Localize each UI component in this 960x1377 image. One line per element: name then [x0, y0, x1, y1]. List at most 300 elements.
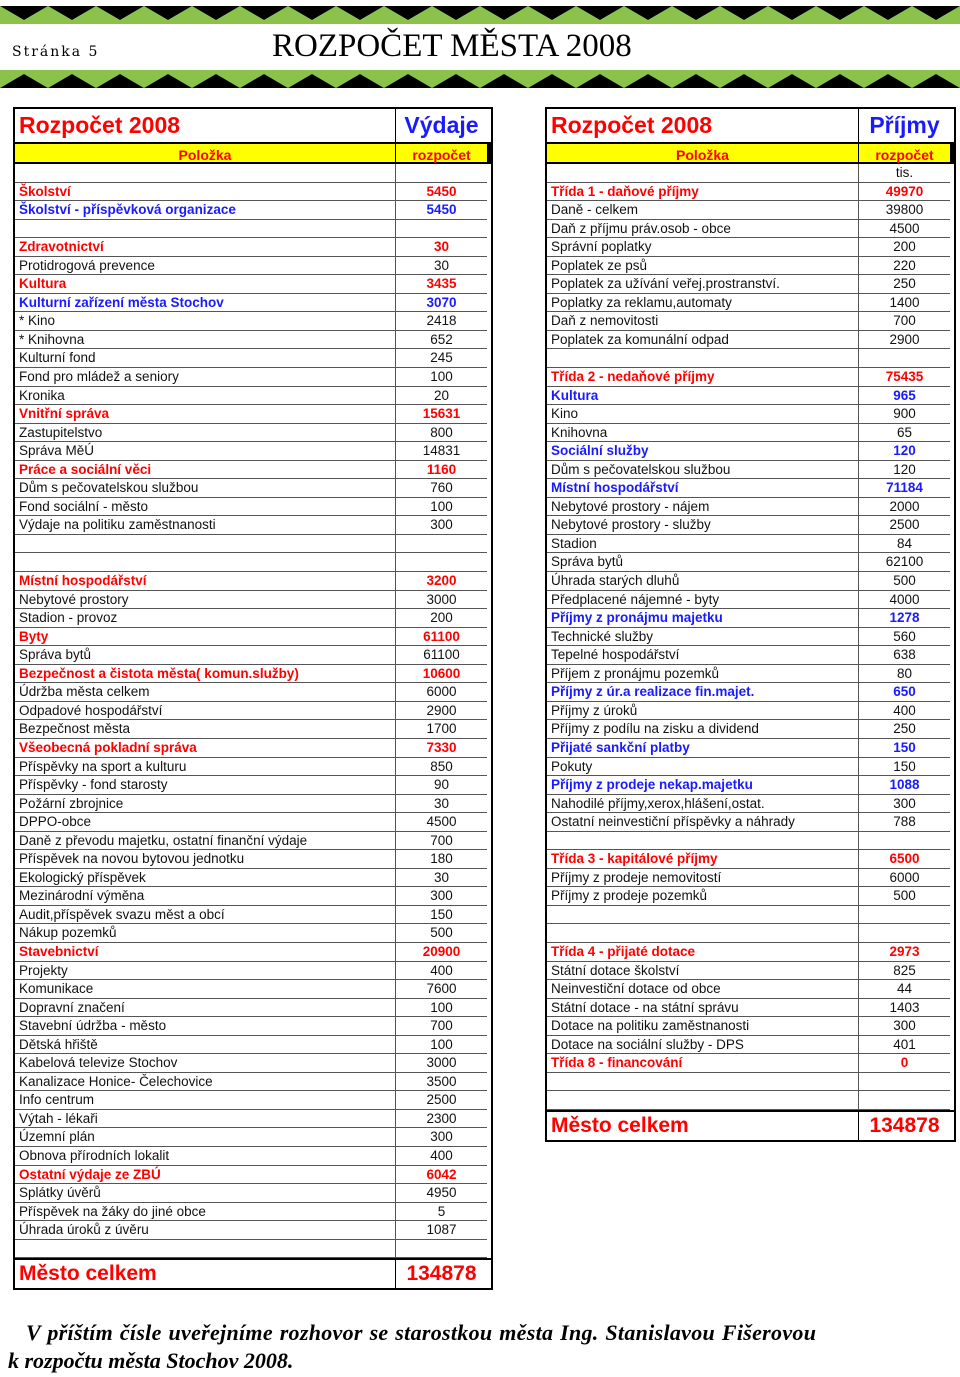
table-row — [15, 572, 491, 591]
table-row — [547, 331, 954, 350]
row-value: 4500 — [396, 813, 487, 832]
row-label: Obnova přírodních lokalit — [15, 1147, 396, 1166]
row-label: Práce a sociální věci — [15, 461, 396, 480]
row-value: 300 — [859, 795, 950, 814]
row-value: 150 — [396, 906, 487, 925]
row-value — [396, 164, 487, 183]
table-row — [15, 1054, 491, 1073]
table-row — [15, 795, 491, 814]
row-value: 30 — [396, 795, 487, 814]
table-header — [15, 109, 491, 142]
row-value: 30 — [396, 869, 487, 888]
table-row — [15, 220, 491, 239]
table-row — [15, 424, 491, 443]
table-row — [15, 1221, 491, 1240]
table-row — [547, 795, 954, 814]
table-row — [547, 850, 954, 869]
row-label: Dotace na politiku zaměstnanosti — [547, 1017, 859, 1036]
row-label: Třída 8 - financování — [547, 1054, 859, 1073]
row-value: 44 — [859, 980, 950, 999]
row-label — [547, 924, 859, 943]
row-value: 700 — [396, 832, 487, 851]
row-value: 300 — [396, 516, 487, 535]
row-value: 900 — [859, 405, 950, 424]
row-label: Příjmy z pronájmu majetku — [547, 609, 859, 628]
table-row — [15, 498, 491, 517]
row-value: 62100 — [859, 553, 950, 572]
row-label: Místní hospodářství — [15, 572, 396, 591]
table-row — [15, 1166, 491, 1185]
table-row — [547, 665, 954, 684]
row-label: Komunikace — [15, 980, 396, 999]
row-label: Stavebnictví — [15, 943, 396, 962]
row-label — [547, 164, 859, 183]
total-row — [547, 1110, 954, 1140]
table-row — [547, 183, 954, 202]
row-value: 4950 — [396, 1184, 487, 1203]
row-label: Příspěvky - fond starosty — [15, 776, 396, 795]
table-row — [15, 553, 491, 572]
table-row — [15, 962, 491, 981]
row-value: 100 — [396, 498, 487, 517]
row-label: Správní poplatky — [547, 238, 859, 257]
row-value: 638 — [859, 646, 950, 665]
row-label — [547, 906, 859, 925]
row-label: Nákup pozemků — [15, 924, 396, 943]
row-value: 400 — [396, 1147, 487, 1166]
row-value: 220 — [859, 257, 950, 276]
row-label: Ostatní výdaje ze ZBÚ — [15, 1166, 396, 1185]
row-value: 150 — [859, 739, 950, 758]
row-label: Stadion — [547, 535, 859, 554]
column-headers — [547, 142, 954, 164]
row-value: 850 — [396, 758, 487, 777]
row-label: Bezpečnost a čistota města( komun.služby) — [15, 665, 396, 684]
table-row — [547, 257, 954, 276]
row-value: 300 — [396, 887, 487, 906]
row-value: 4500 — [859, 220, 950, 239]
table-row — [547, 758, 954, 777]
table-row — [547, 943, 954, 962]
table-row — [15, 164, 491, 183]
table-type: Příjmy — [869, 112, 940, 138]
row-label: Kultura — [547, 387, 859, 406]
row-label: Kultura — [15, 275, 396, 294]
table-row — [547, 572, 954, 591]
row-label: Fond sociální - město — [15, 498, 396, 517]
row-label: Daně - celkem — [547, 201, 859, 220]
row-value: 75435 — [859, 368, 950, 387]
row-label: Požární zbrojnice — [15, 795, 396, 814]
row-value: 3000 — [396, 1054, 487, 1073]
row-label: Pokuty — [547, 758, 859, 777]
table-row — [547, 646, 954, 665]
row-value: 800 — [396, 424, 487, 443]
row-value: 49970 — [859, 183, 950, 202]
row-value: 6042 — [396, 1166, 487, 1185]
table-row — [547, 1054, 954, 1073]
row-value: 200 — [859, 238, 950, 257]
row-value: 1278 — [859, 609, 950, 628]
row-label: Údržba města celkem — [15, 683, 396, 702]
table-row — [547, 368, 954, 387]
header-pattern-bottom — [0, 70, 960, 88]
row-value: 6000 — [859, 869, 950, 888]
table-row — [15, 646, 491, 665]
row-label — [547, 1073, 859, 1092]
row-label: Příjmy z prodeje pozemků — [547, 887, 859, 906]
row-label: Kronika — [15, 387, 396, 406]
table-row — [547, 387, 954, 406]
row-label: Výdaje na politiku zaměstnanosti — [15, 516, 396, 535]
table-row — [547, 628, 954, 647]
row-value: 3500 — [396, 1073, 487, 1092]
row-label — [15, 220, 396, 239]
expenses-rows — [15, 164, 491, 1258]
table-row — [15, 275, 491, 294]
row-value — [396, 220, 487, 239]
table-row — [547, 720, 954, 739]
row-label: Nebytové prostory — [15, 591, 396, 610]
row-value: 30 — [396, 257, 487, 276]
table-row — [15, 201, 491, 220]
header-pattern-top — [0, 6, 960, 24]
table-row — [15, 739, 491, 758]
row-label: Dům s pečovatelskou službou — [547, 461, 859, 480]
row-value — [396, 1240, 487, 1259]
row-value: 3000 — [396, 591, 487, 610]
row-label: Příjmy z podílu na zisku a dividend — [547, 720, 859, 739]
row-label: Zdravotnictví — [15, 238, 396, 257]
row-label: Mezinárodní výměna — [15, 887, 396, 906]
table-row — [15, 349, 491, 368]
row-value: 6500 — [859, 850, 950, 869]
row-value: 0 — [859, 1054, 950, 1073]
row-value: 3200 — [396, 572, 487, 591]
table-row — [15, 183, 491, 202]
row-label: DPPO-obce — [15, 813, 396, 832]
row-value: 20900 — [396, 943, 487, 962]
column-headers — [15, 142, 491, 164]
table-row — [15, 683, 491, 702]
row-label: Správa MěÚ — [15, 442, 396, 461]
table-row — [15, 331, 491, 350]
row-label: Ekologický příspěvek — [15, 869, 396, 888]
table-row — [547, 980, 954, 999]
row-label: Vnitřní správa — [15, 405, 396, 424]
table-row — [547, 813, 954, 832]
row-value: 20 — [396, 387, 487, 406]
table-row — [15, 1091, 491, 1110]
table-row — [547, 405, 954, 424]
row-label: Správa bytů — [15, 646, 396, 665]
row-value: 39800 — [859, 201, 950, 220]
row-label: Daň z nemovitosti — [547, 312, 859, 331]
table-row — [15, 943, 491, 962]
table-row — [547, 294, 954, 313]
row-value: 300 — [859, 1017, 950, 1036]
row-value — [859, 906, 950, 925]
row-value: 120 — [859, 442, 950, 461]
row-value — [859, 1091, 950, 1110]
row-label: Neinvestiční dotace od obce — [547, 980, 859, 999]
row-value: 200 — [396, 609, 487, 628]
row-value: 90 — [396, 776, 487, 795]
table-row — [15, 1147, 491, 1166]
row-value: 965 — [859, 387, 950, 406]
row-label: Územní plán — [15, 1128, 396, 1147]
table-row — [15, 591, 491, 610]
row-label: Daně z převodu majetku, ostatní finanční výdaje — [15, 832, 396, 851]
total-label: Město celkem — [547, 1112, 859, 1140]
row-value: 1088 — [859, 776, 950, 795]
row-value: 2500 — [859, 516, 950, 535]
row-value: 7600 — [396, 980, 487, 999]
table-row — [547, 702, 954, 721]
row-label: Kino — [547, 405, 859, 424]
row-label: Příjem z pronájmu pozemků — [547, 665, 859, 684]
row-label — [15, 535, 396, 554]
row-label: Poplatek za komunální odpad — [547, 331, 859, 350]
table-row — [547, 1091, 954, 1110]
footer-note-line2: k rozpočtu města Stochov 2008. — [8, 1348, 294, 1373]
table-row — [547, 591, 954, 610]
row-label: Příjmy z úr.a realizace fin.majet. — [547, 683, 859, 702]
table-row — [547, 424, 954, 443]
row-value: 652 — [396, 331, 487, 350]
row-value: 300 — [396, 1128, 487, 1147]
row-label: * Knihovna — [15, 331, 396, 350]
row-label: Stavební údržba - město — [15, 1017, 396, 1036]
row-value: 1700 — [396, 720, 487, 739]
row-value: 400 — [859, 702, 950, 721]
row-label — [547, 349, 859, 368]
row-value: 1087 — [396, 1221, 487, 1240]
column-header-item: Položka — [547, 142, 859, 164]
row-label: Splátky úvěrů — [15, 1184, 396, 1203]
row-label: Příjmy z úroků — [547, 702, 859, 721]
row-value — [396, 553, 487, 572]
row-value: 6000 — [396, 683, 487, 702]
row-label: Nebytové prostory - nájem — [547, 498, 859, 517]
row-value: 14831 — [396, 442, 487, 461]
row-label: Daň z příjmu práv.osob - obce — [547, 220, 859, 239]
row-label: * Kino — [15, 312, 396, 331]
table-row — [15, 257, 491, 276]
income-rows — [547, 164, 954, 1110]
table-row — [547, 962, 954, 981]
row-label: Školství — [15, 183, 396, 202]
row-label: Ostatní neinvestiční příspěvky a náhrady — [547, 813, 859, 832]
table-row — [15, 850, 491, 869]
row-label: Technické služby — [547, 628, 859, 647]
table-row — [547, 442, 954, 461]
row-value: 2973 — [859, 943, 950, 962]
row-label: Přijaté sankční platby — [547, 739, 859, 758]
table-row — [15, 887, 491, 906]
row-value: 65 — [859, 424, 950, 443]
row-label: Příspěvek na žáky do jiné obce — [15, 1203, 396, 1222]
row-label: Dětská hřiště — [15, 1036, 396, 1055]
table-row — [15, 1203, 491, 1222]
row-value: 3070 — [396, 294, 487, 313]
table-row — [15, 1110, 491, 1129]
row-label: Všeobecná pokladní správa — [15, 739, 396, 758]
row-value: 2000 — [859, 498, 950, 517]
row-value: 180 — [396, 850, 487, 869]
table-row — [547, 312, 954, 331]
table-row — [547, 535, 954, 554]
table-row — [15, 776, 491, 795]
row-label: Nebytové prostory - služby — [547, 516, 859, 535]
row-value: 700 — [396, 1017, 487, 1036]
table-title: Rozpočet 2008 — [15, 109, 396, 142]
row-label: Knihovna — [547, 424, 859, 443]
table-row — [547, 516, 954, 535]
row-label — [15, 553, 396, 572]
row-value: 2300 — [396, 1110, 487, 1129]
row-value: 500 — [396, 924, 487, 943]
row-label: Příspěvek na novou bytovou jednotku — [15, 850, 396, 869]
row-label: Sociální služby — [547, 442, 859, 461]
row-value: 5 — [396, 1203, 487, 1222]
row-label: Školství - příspěvková organizace — [15, 201, 396, 220]
table-row — [15, 702, 491, 721]
table-row — [547, 498, 954, 517]
row-value: 2900 — [396, 702, 487, 721]
total-label: Město celkem — [15, 1260, 396, 1288]
row-label: Bezpečnost města — [15, 720, 396, 739]
table-row — [15, 813, 491, 832]
table-row — [15, 238, 491, 257]
row-label — [547, 832, 859, 851]
table-row — [547, 999, 954, 1018]
table-row — [15, 368, 491, 387]
table-row — [547, 739, 954, 758]
row-label: Příspěvky na sport a kulturu — [15, 758, 396, 777]
row-value: 61100 — [396, 646, 487, 665]
row-value — [859, 832, 950, 851]
table-row — [547, 220, 954, 239]
table-row — [547, 869, 954, 888]
table-row — [547, 164, 954, 183]
table-row — [15, 479, 491, 498]
footer-note-line1: V příštím čísle uveřejníme rozhovor se starostkou města Ing. Stanislavou Fišerovou — [26, 1320, 817, 1345]
row-label: Státní dotace školství — [547, 962, 859, 981]
row-label: Předplacené nájemné - byty — [547, 591, 859, 610]
row-value: 1160 — [396, 461, 487, 480]
table-header — [547, 109, 954, 142]
row-label — [15, 1240, 396, 1259]
table-row — [15, 535, 491, 554]
row-label: Dopravní značení — [15, 999, 396, 1018]
row-label: Kanalizace Honice- Čelechovice — [15, 1073, 396, 1092]
row-label: Třída 4 - přijaté dotace — [547, 943, 859, 962]
table-row — [547, 461, 954, 480]
total-row — [15, 1258, 491, 1288]
table-row — [547, 349, 954, 368]
row-label: Dům s pečovatelskou službou — [15, 479, 396, 498]
row-value: 150 — [859, 758, 950, 777]
row-label: Kulturní fond — [15, 349, 396, 368]
row-label: Kabelová televize Stochov — [15, 1054, 396, 1073]
table-row — [547, 238, 954, 257]
row-value: 250 — [859, 720, 950, 739]
column-header-value: rozpočet — [859, 142, 950, 164]
row-value: 100 — [396, 999, 487, 1018]
row-value: 61100 — [396, 628, 487, 647]
table-row — [15, 387, 491, 406]
row-label: Třída 1 - daňové příjmy — [547, 183, 859, 202]
row-label: Poplatky za reklamu,automaty — [547, 294, 859, 313]
table-row — [15, 980, 491, 999]
row-value: 71184 — [859, 479, 950, 498]
row-value: 400 — [396, 962, 487, 981]
table-row — [547, 201, 954, 220]
table-row — [547, 1036, 954, 1055]
row-value: tis. — [859, 164, 950, 183]
row-label — [15, 164, 396, 183]
row-value — [859, 349, 950, 368]
row-label: Info centrum — [15, 1091, 396, 1110]
row-label: Kulturní zařízení města Stochov — [15, 294, 396, 313]
table-row — [15, 442, 491, 461]
table-row — [547, 683, 954, 702]
row-label: Fond pro mládež a seniory — [15, 368, 396, 387]
row-label: Třída 3 - kapitálové příjmy — [547, 850, 859, 869]
table-row — [547, 776, 954, 795]
page-title: ROZPOČET MĚSTA 2008 — [272, 28, 632, 64]
row-label: Poplatek za užívání veřej.prostranství. — [547, 275, 859, 294]
table-row — [15, 869, 491, 888]
row-label: Byty — [15, 628, 396, 647]
table-row — [15, 461, 491, 480]
table-row — [547, 1017, 954, 1036]
row-value: 7330 — [396, 739, 487, 758]
total-value: 134878 — [869, 1113, 940, 1137]
row-label: Příjmy z prodeje nekap.majetku — [547, 776, 859, 795]
table-row — [547, 553, 954, 572]
table-row — [15, 312, 491, 331]
row-value — [859, 1073, 950, 1092]
table-row — [547, 832, 954, 851]
table-row — [15, 1184, 491, 1203]
row-value: 15631 — [396, 405, 487, 424]
row-value: 10600 — [396, 665, 487, 684]
table-row — [15, 294, 491, 313]
row-value: 5450 — [396, 201, 487, 220]
row-value: 788 — [859, 813, 950, 832]
row-value: 3435 — [396, 275, 487, 294]
table-row — [547, 924, 954, 943]
table-row — [15, 1240, 491, 1259]
row-label: Místní hospodářství — [547, 479, 859, 498]
row-label: Protidrogová prevence — [15, 257, 396, 276]
row-label: Audit,příspěvek svazu měst a obcí — [15, 906, 396, 925]
row-label: Státní dotace - na státní správu — [547, 999, 859, 1018]
row-value: 500 — [859, 887, 950, 906]
row-value: 120 — [859, 461, 950, 480]
row-label: Projekty — [15, 962, 396, 981]
row-value: 1403 — [859, 999, 950, 1018]
row-value — [396, 535, 487, 554]
table-row — [547, 479, 954, 498]
table-row — [15, 1017, 491, 1036]
table-row — [547, 275, 954, 294]
expenses-table — [13, 107, 493, 1290]
table-row — [15, 665, 491, 684]
row-value — [859, 924, 950, 943]
